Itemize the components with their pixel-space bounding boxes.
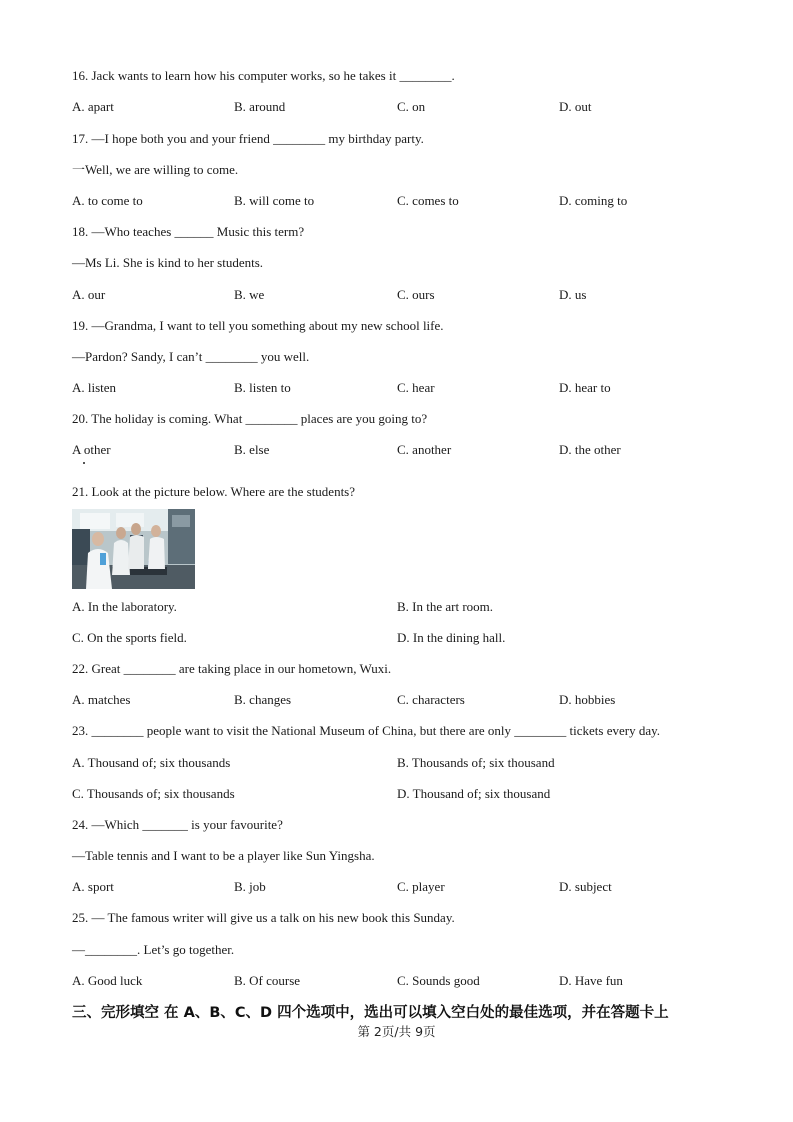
option-d[interactable]: D. us [559,287,587,302]
option-a[interactable]: A. Thousand of; six thousands [72,755,231,770]
option-a[interactable]: A. our [72,287,106,302]
question-21-stem: 21. Look at the picture below. Where are the students? [72,484,356,499]
option-a[interactable]: A. apart [72,99,114,114]
option-c[interactable]: C. comes to [397,193,459,208]
stray-dot [83,462,85,464]
question-24-stem: 24. —Which _______ is your favourite? [72,817,283,832]
question-23-options-row-1 [72,755,732,771]
question-19-response: —Pardon? Sandy, I can’t ________ you well. [72,349,310,364]
page-footer: 第 2页/共 9页 [357,1024,436,1039]
question-21-options-row-2 [72,630,732,646]
question-25-stem: 25. — The famous writer will give us a talk on his new book this Sunday. [72,910,455,925]
option-c[interactable]: C. another [397,442,452,457]
option-d[interactable]: D. In the dining hall. [397,630,506,645]
laboratory-photo [72,509,195,589]
option-a[interactable]: A. listen [72,380,117,395]
option-d[interactable]: D. Thousand of; six thousand [397,786,551,801]
option-c[interactable]: C. ours [397,287,435,302]
question-17-response: 一Well, we are willing to come. [72,162,239,177]
question-21-options-row-1 [72,599,732,615]
option-b[interactable]: B. Of course [234,973,301,988]
option-c[interactable]: C. Sounds good [397,973,480,988]
option-d[interactable]: D. Have fun [559,973,623,988]
option-b[interactable]: B. listen to [234,380,291,395]
question-20-options [72,442,732,458]
question-23-stem: 23. ________ people want to visit the National Museum of China, but there are only ________ tickets every day. [72,723,661,738]
question-25-options [72,973,732,989]
option-a[interactable]: A. Good luck [72,973,143,988]
question-17-options [72,193,732,209]
option-a[interactable]: A other [72,442,111,457]
option-b[interactable]: B. we [234,287,265,302]
option-d[interactable]: D. coming to [559,193,628,208]
question-19-options [72,380,732,396]
question-22-options [72,692,732,708]
option-d[interactable]: D. hobbies [559,692,616,707]
option-c[interactable]: C. Thousands of; six thousands [72,786,235,801]
option-b[interactable]: B. job [234,879,266,894]
question-18-response: —Ms Li. She is kind to her students. [72,255,264,270]
option-c[interactable]: C. on [397,99,426,114]
option-a[interactable]: A. to come to [72,193,143,208]
option-b[interactable]: B. changes [234,692,292,707]
option-b[interactable]: B. Thousands of; six thousand [397,755,555,770]
option-d[interactable]: D. out [559,99,592,114]
option-b[interactable]: B. will come to [234,193,315,208]
option-b[interactable]: B. around [234,99,286,114]
option-a[interactable]: A. In the laboratory. [72,599,177,614]
question-20-stem: 20. The holiday is coming. What ________ places are you going to? [72,411,428,426]
question-18-options [72,287,732,303]
question-22-stem: 22. Great ________ are taking place in our hometown, Wuxi. [72,661,392,676]
option-d[interactable]: D. the other [559,442,621,457]
option-b[interactable]: B. In the art room. [397,599,494,614]
option-c[interactable]: C. hear [397,380,435,395]
question-25-response: —________. Let’s go together. [72,942,235,957]
question-24-response: —Table tennis and I want to be a player like Sun Yingsha. [72,848,375,863]
question-17-stem: 17. —I hope both you and your friend ________ my birthday party. [72,131,424,146]
option-d[interactable]: D. subject [559,879,612,894]
option-a[interactable]: A. matches [72,692,131,707]
question-24-options [72,879,732,895]
question-23-options-row-2 [72,786,732,802]
question-16-options [72,99,732,115]
option-c[interactable]: C. player [397,879,445,894]
option-c[interactable]: C. characters [397,692,465,707]
option-c[interactable]: C. On the sports field. [72,630,187,645]
question-16-stem: 16. Jack wants to learn how his computer works, so he takes it ________. [72,68,455,83]
question-18-stem: 18. —Who teaches ______ Music this term? [72,224,305,239]
section-heading: 三、完形填空 在 A、B、C、D 四个选项中，选出可以填入空白处的最佳选项，并在答题卡上 [72,1005,669,1021]
question-19-stem: 19. —Grandma, I want to tell you something about my new school life. [72,318,444,333]
option-b[interactable]: B. else [234,442,270,457]
option-d[interactable]: D. hear to [559,380,611,395]
option-a[interactable]: A. sport [72,879,114,894]
